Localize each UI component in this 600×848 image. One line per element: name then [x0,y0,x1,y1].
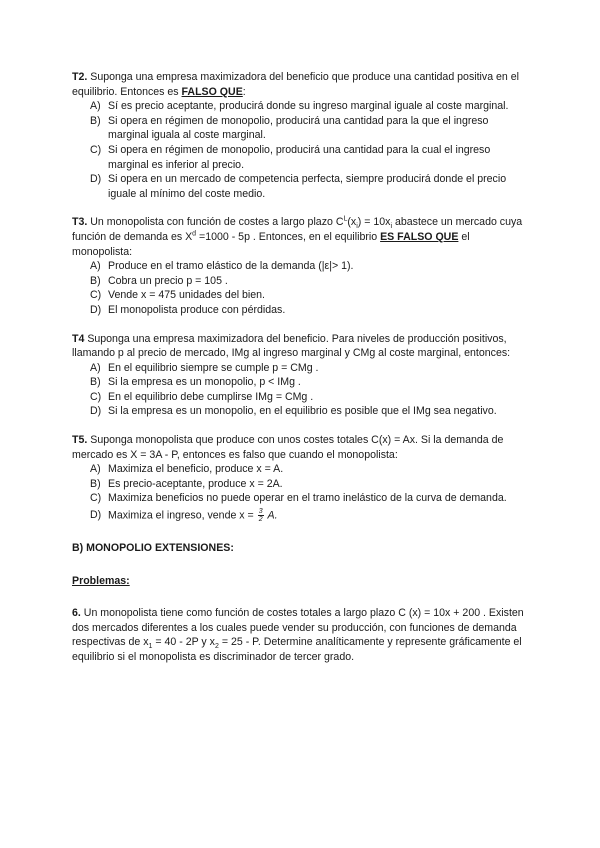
option-item [72,462,530,477]
option-item [72,491,530,506]
question-stem: =1000 - 5p . Entonces, en el equilibrio [196,230,381,243]
question-number: T5. [72,434,88,447]
superscript: d [192,230,197,238]
option-letter: B) [90,114,101,127]
option-letter: B) [90,376,101,389]
option-text: Cobra un precio p = 105 . [108,274,228,287]
option-item [72,172,530,201]
option-letter: C) [90,492,102,505]
question-stem: Suponga una empresa maximizadora del beneficio. Para niveles de producción positivos, llamando p al precio de mercado, IMg al ingreso marginal y CMg al coste marginal, entonces: [72,332,511,360]
option-item [72,508,530,523]
options-t2 [72,99,530,201]
problem-6 [72,606,530,664]
option-text: El monopolista produce con pérdidas. [108,303,286,316]
fraction [258,508,264,523]
option-item [72,375,530,390]
option-letter: D) [90,173,102,186]
option-text: Maximiza el beneficio, produce x = A. [108,463,284,476]
option-item [72,361,530,376]
option-item [72,99,530,114]
option-item [72,288,530,303]
question-stem: (x [347,216,357,229]
option-letter: A) [90,463,101,476]
question-t2 [72,70,530,99]
option-letter: C) [90,390,102,403]
option-text: Sí es precio aceptante, producirá donde su ingreso marginal iguale al coste marginal. [108,100,509,113]
spacer [72,588,530,606]
question-stem: Suponga monopolista que produce con unos costes totales C(x) = Ax. Si la demanda de mercado es X = 3A - P, entonces es falso que cuando el monopolista: [72,434,504,461]
question-t3 [72,215,530,259]
question-stem: ) = 10x [357,216,391,229]
superscript: L [343,215,348,223]
option-text: Produce en el tramo elástico de la demanda (|ε|> 1). [108,260,354,273]
document-page [72,70,530,665]
option-letter: A) [90,260,101,273]
spacer [72,419,530,433]
problem-text: = 40 - 2P y x [152,636,215,649]
option-letter: D) [90,405,102,418]
subscript: i [390,223,393,231]
option-letter: B) [90,477,101,490]
section-title: B) MONOPOLIO EXTENSIONES: [72,542,234,555]
emphasis-es-falso-que: ES FALSO QUE [380,230,459,243]
fraction-denominator: 2 [258,516,263,524]
option-item [72,259,530,274]
question-number: T4 [72,332,85,345]
option-letter: A) [90,361,101,374]
option-item [72,404,530,419]
spacer [72,318,530,332]
options-t3 [72,259,530,317]
question-number: T3. [72,216,88,229]
question-stem: Suponga una empresa maximizadora del beneficio que produce una cantidad positiva en el equilibrio. Entonces es [72,71,519,98]
option-text: Si opera en un mercado de competencia perfecta, siempre producirá donde el precio iguale al mínimo del coste medio. [108,173,507,200]
option-text [108,508,530,523]
option-text: En el equilibrio siempre se cumple p = CMg . [108,361,319,374]
options-t4 [72,361,530,419]
option-item [72,303,530,318]
option-text: En el equilibrio debe cumplirse IMg = CMg . [108,390,314,403]
subscript: 2 [214,643,219,651]
options-t5 [72,462,530,523]
option-letter: D) [90,509,102,522]
option-letter: C) [90,143,102,156]
fraction-numerator: 3 [258,508,263,516]
problem-text: = 25 - P. Determine analíticamente y represente gráficamente el equilibrio si el monopolista es discriminador de tercer grado. [72,636,522,663]
option-item [72,114,530,143]
question-number: T2. [72,71,88,83]
option-item [72,390,530,405]
option-letter: D) [90,303,102,316]
problem-text: Un monopolista tiene como función de costes totales a largo plazo C (x) = 10x + 200 . Existen dos mercados diferentes a los cuales puede vender su producción, con funciones de demanda respectivas de x [72,607,524,649]
option-text: Maximiza beneficios no puede operar en el tramo inelástico de la curva de demanda. [108,492,507,505]
question-stem: abastece un mercado cuya función de demanda es X [72,216,523,243]
subscript: i [356,223,358,231]
spacer [72,201,530,215]
question-stem: el monopolista: [72,230,470,258]
option-letter: A) [90,100,101,113]
emphasis-falso-que: FALSO QUE [181,85,243,98]
option-text: Si la empresa es un monopolio, p < IMg . [108,376,301,389]
option-letter: B) [90,274,101,287]
question-t4 [72,332,530,361]
option-item [72,143,530,172]
option-text: Si la empresa es un monopolio, en el equilibrio es posible que el IMg sea negativo. [108,405,497,418]
problem-number: 6. [72,607,81,620]
stem-end: : [242,85,246,98]
question-stem: Un monopolista con función de costes a largo plazo C [87,216,344,229]
option-text: Si opera en régimen de monopolio, producirá una cantidad para la cual el ingreso marginal es inferior al precio. [108,143,491,171]
spacer [72,523,530,541]
option-letter: C) [90,289,102,302]
option-text: Vende x = 475 unidades del bien. [108,289,265,302]
spacer [72,556,530,574]
problems-title: Problemas: [72,574,130,587]
option-text-part: Maximiza el ingreso, vende x = [108,509,257,522]
option-item [72,274,530,289]
option-text: Es precio-aceptante, produce x = 2A. [108,477,283,490]
question-t5 [72,433,530,462]
subscript: 1 [148,643,153,651]
option-text: Si opera en régimen de monopolio, producirá una cantidad para la que el ingreso marginal iguala al coste marginal. [108,114,489,142]
variable: A. [267,509,278,522]
option-item [72,477,530,492]
